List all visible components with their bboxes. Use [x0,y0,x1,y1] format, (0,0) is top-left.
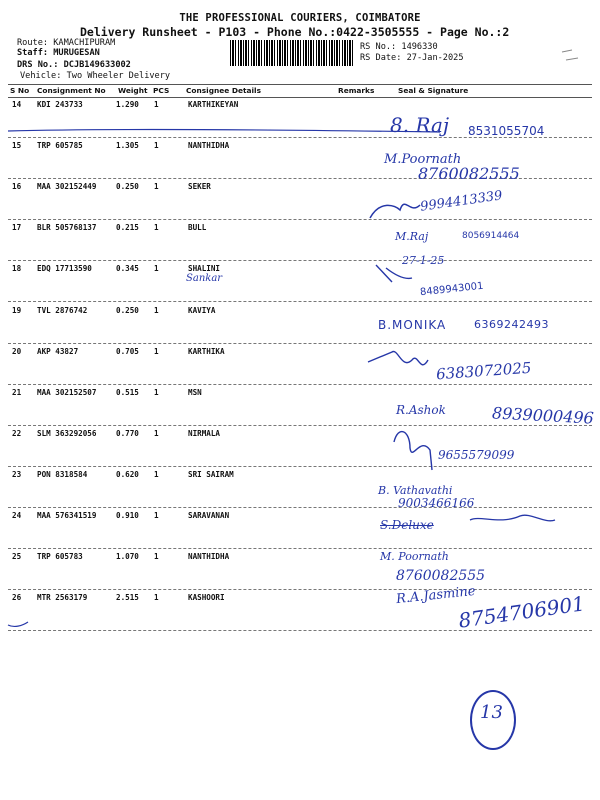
col-sno: S No [10,86,30,95]
row-weight: 0.250 [116,305,139,315]
row-pcs: 1 [154,552,159,562]
row-consignment-no: MAA 302152507 [37,387,97,397]
row-sno: 14 [12,100,22,109]
row-consignee: MSN [188,387,202,397]
row-consignment-no: PON 8318584 [37,469,88,479]
note-row-18: Sankar [186,273,223,284]
phone-row-22: 9655579099 [438,448,515,462]
phone-row-17: 8056914464 [462,231,520,241]
drs-value: DCJB149633002 [63,60,131,70]
row-sno: 18 [12,264,22,274]
vehicle-value: Two Wheeler Delivery [66,71,171,81]
row-weight: 0.705 [116,346,139,356]
row-weight: 0.215 [116,223,139,233]
row-consignee: NANTHIDHA [188,141,230,151]
row-consignment-no: MAA 302152449 [37,182,97,192]
runsheet-heading: Delivery Runsheet - P103 - Phone No.:0422-3505555 - Page No.:2 [80,25,510,39]
staff-label: Staff: [17,48,49,58]
row-consignee: KASHOORI [188,593,225,603]
row-weight: 2.515 [116,593,139,603]
signature-row-23: B. Vathavathi [378,484,453,497]
row-consignment-no: MAA 576341519 [37,511,97,520]
row-pcs: 1 [154,428,159,438]
row-sno: 16 [12,182,22,192]
row-consignment-no: TRP 605785 [37,141,83,151]
row-pcs: 1 [154,305,159,315]
row-consignment-no: EDQ 17713590 [37,264,92,274]
row-pcs: 1 [154,264,159,274]
row-consignee: KARTHIKA [188,346,225,356]
row-weight: 0.250 [116,182,139,192]
rs-date-label: RS Date: [360,53,402,63]
row-consignment-no: TVL 2876742 [37,305,88,315]
row-sno: 23 [12,469,22,479]
company-title: THE PROFESSIONAL COURIERS, COIMBATORE [179,12,421,24]
phone-row-14: 8531055704 [468,124,545,138]
row-consignee: SRI SAIRAM [188,469,234,479]
phone-row-26: 8754706901 [456,591,587,633]
row-sno: 17 [12,223,22,233]
row-consignment-no: SLM 363292056 [37,428,97,438]
col-pcs: PCS [153,86,170,95]
phone-row-25: 8760082555 [396,568,486,584]
row-weight: 1.305 [116,141,139,151]
phone-row-20: 6383072025 [435,358,532,384]
phone-row-19: 6369242493 [474,318,549,331]
circled-count-text: 13 [480,702,503,723]
row-sno: 19 [12,305,22,315]
signature-row-14: 8. Raj [390,113,450,137]
signature-row-25: M. Poornath [380,550,449,563]
row-pcs: 1 [154,593,159,603]
row-consignment-no: KDI 243733 [37,100,83,109]
signature-row-26: R.A.Jasmine [395,583,477,608]
row-consignee: BULL [188,223,207,233]
row-weight: 0.620 [116,469,139,479]
row-sno: 20 [12,346,22,356]
route-label: Route: [17,38,49,48]
col-remarks: Remarks [338,86,375,95]
row-weight: 0.770 [116,428,139,438]
rs-no-value: 1496330 [401,42,438,52]
row-sno: 15 [12,141,22,151]
row-sno: 22 [12,428,22,438]
row-sno: 25 [12,552,22,562]
row-weight: 1.070 [116,552,139,562]
row-consignee: NANTHIDHA [188,552,230,562]
row-sno: 21 [12,387,22,397]
col-consignee: Consignee Details [186,86,261,95]
row-consignee: SEKER [188,182,211,192]
col-consignment: Consignment No [37,86,106,95]
phone-row-16: 9994413339 [419,188,504,215]
row-consignee: SHALINI [188,264,221,274]
phone-row-15: 8760082555 [418,164,520,183]
row-pcs: 1 [154,141,159,151]
row-sno: 26 [12,593,22,603]
row-weight: 1.290 [116,100,139,109]
row-weight: 0.910 [116,511,139,520]
signature-row-17: M.Raj [395,230,429,243]
row-pcs: 1 [154,469,159,479]
row-weight: 0.345 [116,264,139,274]
row-consignment-no: TRP 605783 [37,552,83,562]
row-pcs: 1 [154,387,159,397]
phone-row-18: 8489943001 [419,280,485,299]
row-consignment-no: MTR 2563179 [37,593,88,603]
phone-row-23: 9003466166 [398,496,475,510]
row-sno: 24 [12,511,22,520]
row-pcs: 1 [154,346,159,356]
row-consignee: KARTHIKEYAN [188,100,239,109]
signature-row-19: B.MONIKA [378,318,447,332]
rs-date-value: 27-Jan-2025 [406,53,464,63]
rs-no-label: RS No.: [360,42,397,52]
col-seal-signature: Seal & Signature [398,86,469,95]
row-consignee: NIRMALA [188,428,221,438]
row-consignment-no: BLR 505768137 [37,223,97,233]
drs-label: DRS No.: [17,60,59,70]
signature-row-24: S.Deluxe [380,518,434,532]
row-consignee: SARAVANAN [188,511,230,520]
signature-row-18: 27-1-25 [402,254,445,267]
staff-value: MURUGESAN [53,48,100,58]
row-weight: 0.515 [116,387,139,397]
signature-row-21: R.Ashok [396,403,446,417]
row-pcs: 1 [154,100,159,109]
row-consignment-no: AKP 43827 [37,346,79,356]
col-weight: Weight [118,86,148,95]
route-value: KAMACHIPURAM [53,38,116,48]
signature-row-15: M.Poornath [384,152,462,167]
row-pcs: 1 [154,223,159,233]
phone-row-21: 8939000496 [491,403,595,428]
row-pcs: 1 [154,511,159,520]
row-consignee: KAVIYA [188,305,216,315]
vehicle-label: Vehicle: [20,71,62,81]
row-pcs: 1 [154,182,159,192]
